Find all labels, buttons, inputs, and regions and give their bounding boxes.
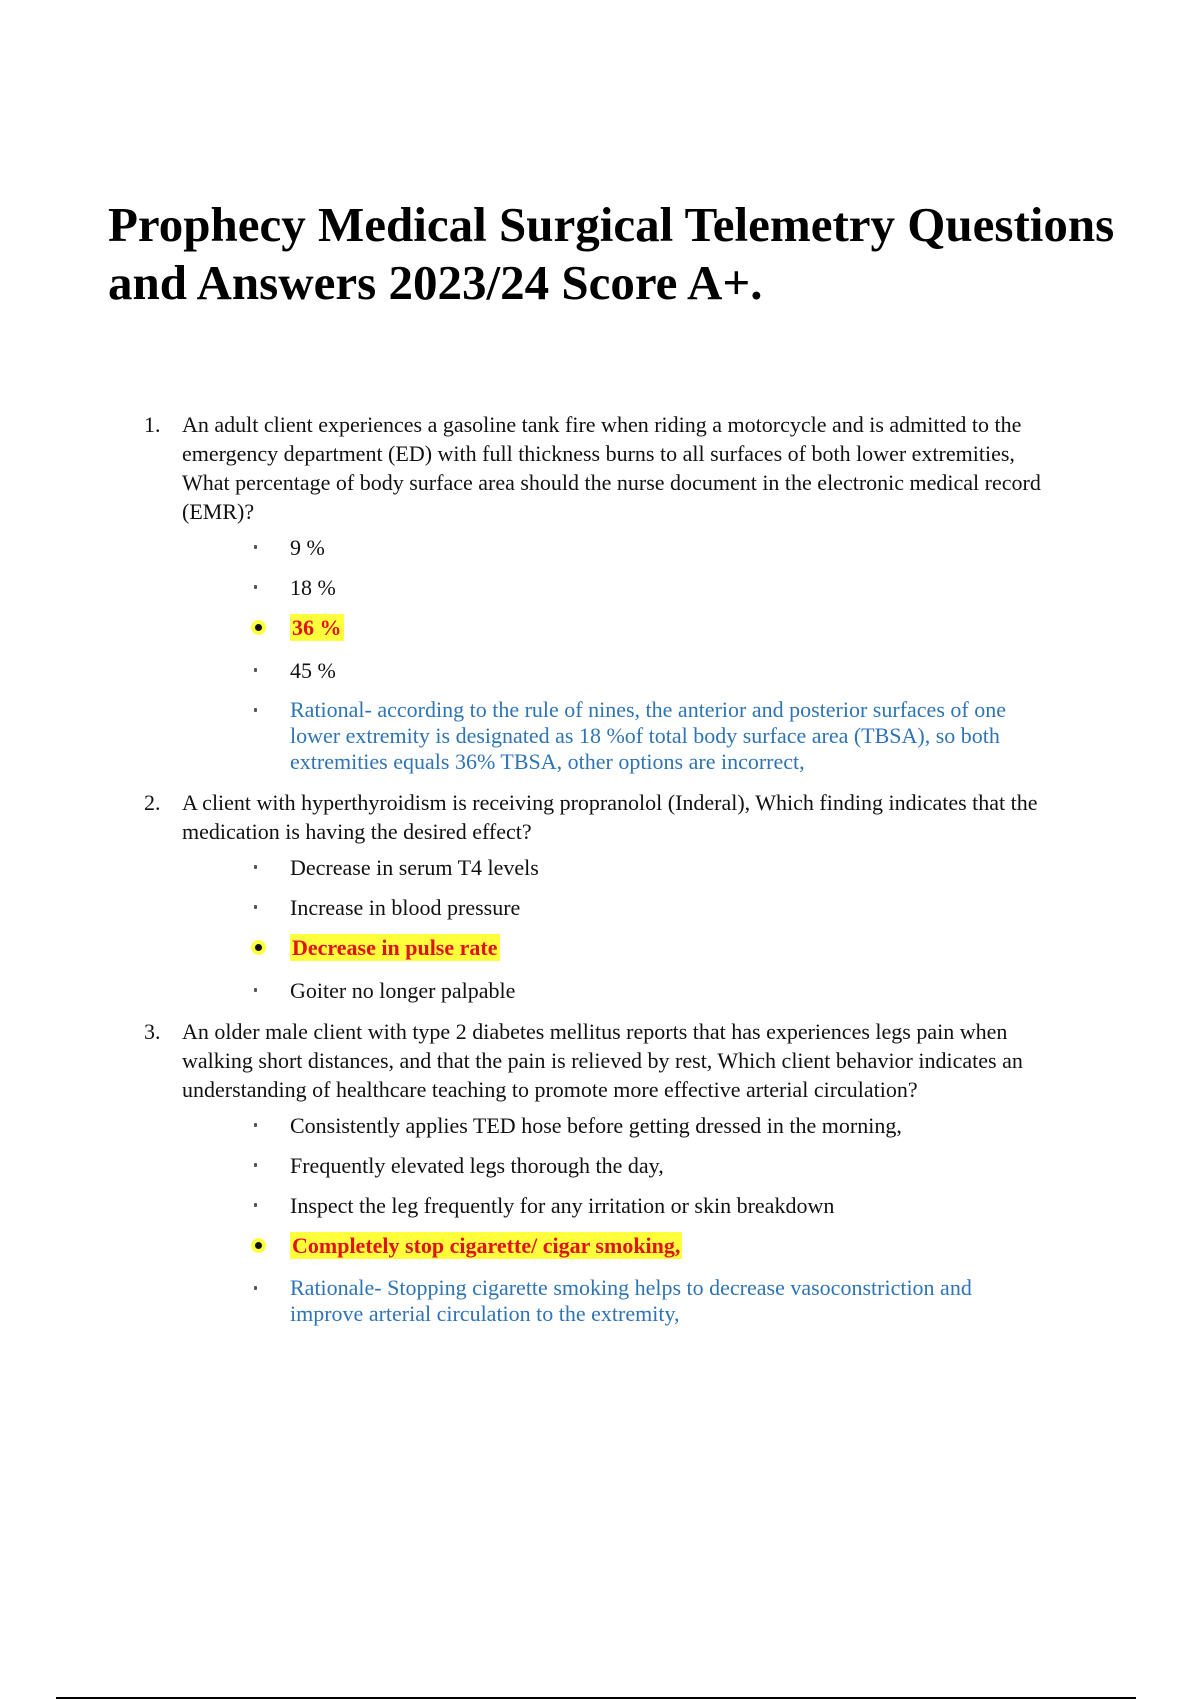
answer-option: [254, 1112, 1044, 1139]
bullet-icon: [254, 1203, 257, 1207]
bullet-icon: [254, 545, 257, 549]
correct-answer-option: [254, 614, 1044, 641]
answer-text: Inspect the leg frequently for any irritation or skin breakdown: [290, 1193, 835, 1218]
question-2: [144, 788, 1044, 1004]
bullet-icon: [254, 708, 257, 712]
bullet-icon: [254, 1286, 257, 1290]
correct-answer-text: 36 %: [292, 615, 342, 640]
rationale-text: Rational- according to the rule of nines, the anterior and posterior surfaces of one lower extremity is designated as 18 %of total body surface area (TBSA), so both extremities equals 36% TBSA, other options are incorrect,: [290, 697, 1006, 774]
answer-text: Frequently elevated legs thorough the day,: [290, 1153, 664, 1178]
answer-option: [254, 1152, 1044, 1179]
answer-text: Decrease in serum T4 levels: [290, 855, 539, 880]
correct-answer-text: Completely stop cigarette/ cigar smoking,: [292, 1233, 681, 1258]
answer-option: [254, 1192, 1044, 1219]
bullet-icon: [254, 1163, 257, 1167]
rationale-item: [254, 697, 1044, 775]
answer-text: Goiter no longer palpable: [290, 978, 516, 1003]
bullet-icon: [254, 988, 257, 992]
question-text: A client with hyperthyroidism is receiving propranolol (Inderal), Which finding indicates that the medication is having the desired effect?: [182, 790, 1038, 844]
answer-options: [182, 1112, 1044, 1327]
question-1: [144, 410, 1044, 775]
question-number: 1.: [144, 412, 161, 437]
question-number: 2.: [144, 790, 161, 815]
bullet-icon: [254, 668, 257, 672]
question-text: An older male client with type 2 diabetes mellitus reports that has experiences legs pain when walking short distances, and that the pain is relieved by rest, Which client behavior indicates an understanding of healthcare teaching to promote more effective arterial circulation?: [182, 1019, 1023, 1102]
answer-options: [182, 854, 1044, 1004]
question-number: 3.: [144, 1019, 161, 1044]
question-text: An adult client experiences a gasoline tank fire when riding a motorcycle and is admitted to the emergency department (ED) with full thickness burns to all surfaces of both lower extremities, What percentage of body surface area should the nurse document in the electronic medical record (EMR)?: [182, 412, 1041, 524]
rationale-text: Rationale- Stopping cigarette smoking helps to decrease vasoconstriction and improve arterial circulation to the extremity,: [290, 1275, 972, 1326]
answer-option: [254, 574, 1044, 601]
bullet-icon: [254, 905, 257, 909]
answer-option: [254, 854, 1044, 881]
bullet-icon: [254, 865, 257, 869]
answer-option: [254, 534, 1044, 561]
answer-text: 18 %: [290, 575, 336, 600]
correct-answer-option: [254, 1232, 1044, 1259]
bullet-icon: [254, 1123, 257, 1127]
answer-option: [254, 977, 1044, 1004]
bullet-icon: [254, 585, 257, 589]
correct-answer-option: [254, 934, 1044, 961]
question-3: [144, 1017, 1044, 1327]
bullet-icon: [255, 1242, 262, 1249]
rationale-item: [254, 1275, 1044, 1327]
bullet-icon: [255, 944, 262, 951]
footer-divider: [56, 1697, 1136, 1699]
page-title: Prophecy Medical Surgical Telemetry Questions and Answers 2023/24 Score A+.: [108, 197, 1115, 310]
answer-text: Increase in blood pressure: [290, 895, 521, 920]
answer-text: 45 %: [290, 658, 336, 683]
question-list: [144, 410, 1044, 1340]
answer-options: [182, 534, 1044, 775]
answer-option: [254, 894, 1044, 921]
answer-text: 9 %: [290, 535, 325, 560]
correct-answer-text: Decrease in pulse rate: [292, 935, 498, 960]
answer-text: Consistently applies TED hose before getting dressed in the morning,: [290, 1113, 902, 1138]
answer-option: [254, 657, 1044, 684]
bullet-icon: [255, 624, 262, 631]
